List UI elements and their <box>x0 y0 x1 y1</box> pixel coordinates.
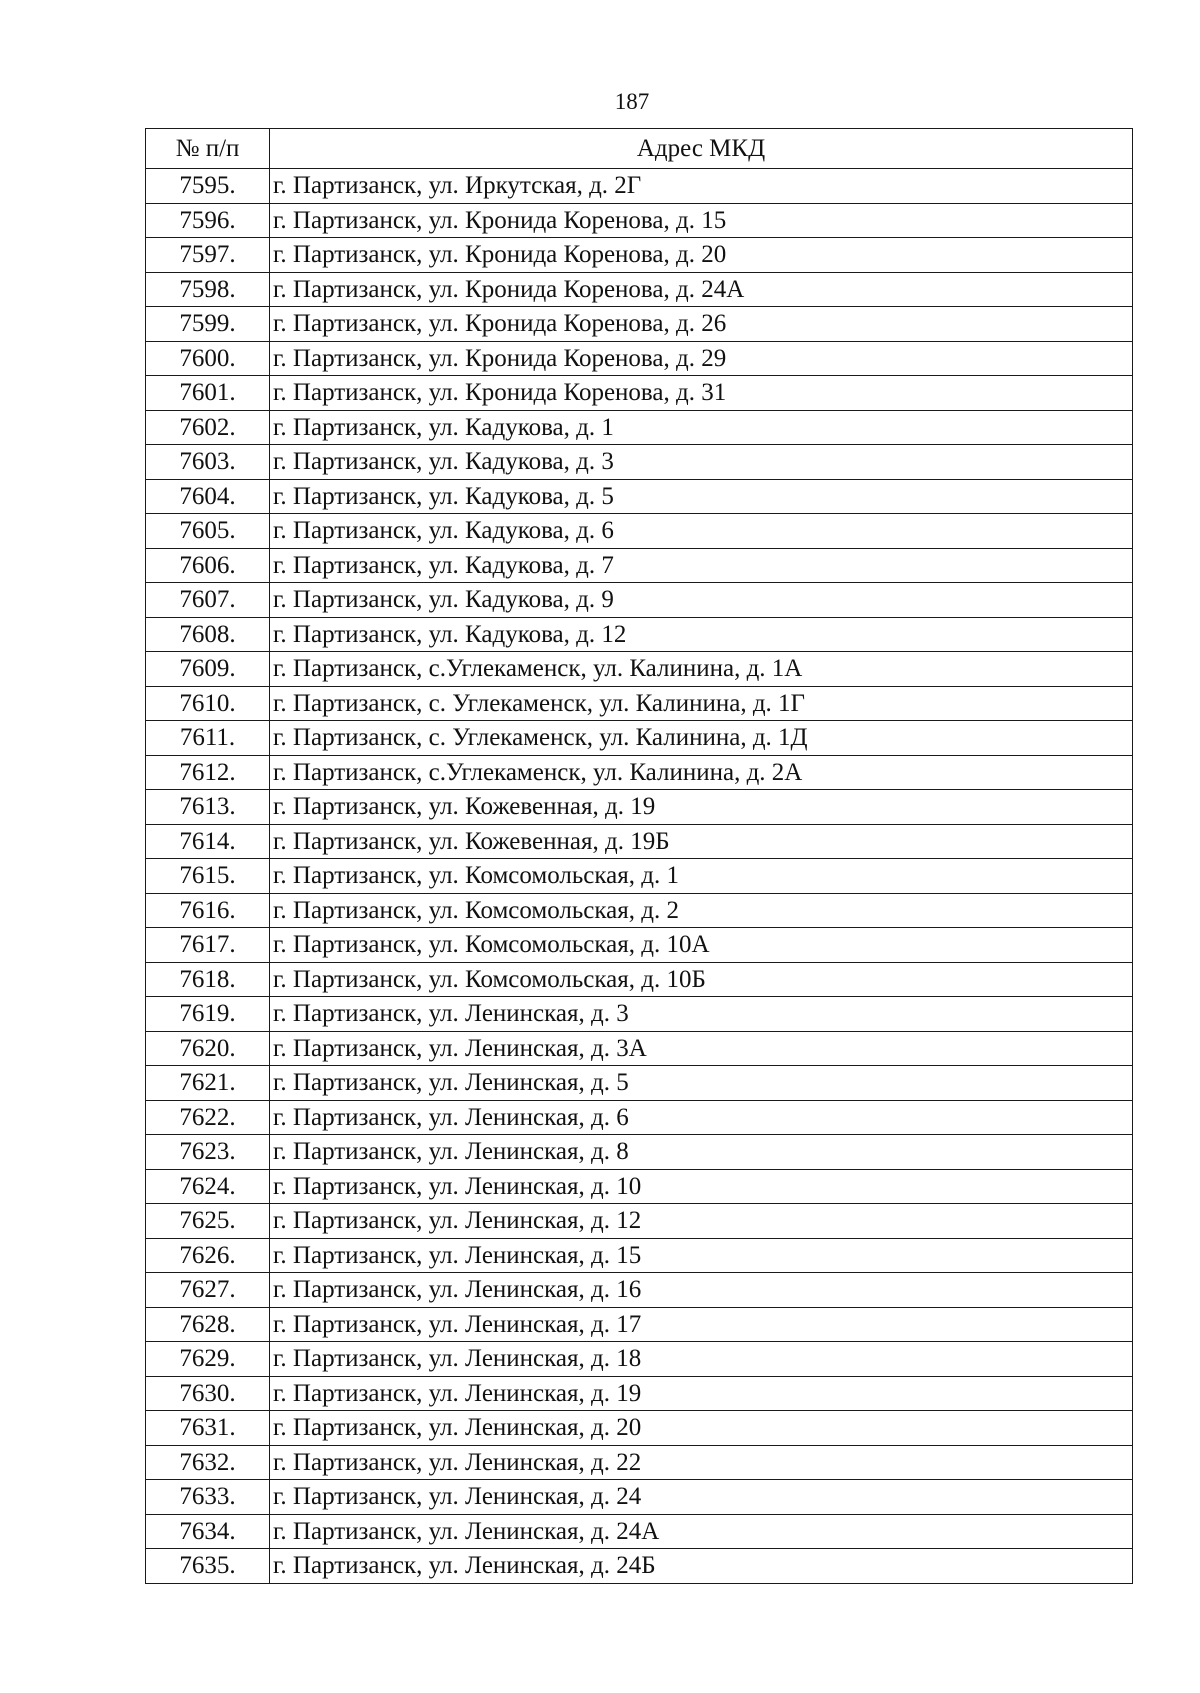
table-row <box>146 1204 1133 1239</box>
row-number: 7606. <box>146 548 270 583</box>
table-row <box>146 514 1133 549</box>
table-row <box>146 583 1133 618</box>
row-number: 7609. <box>146 652 270 687</box>
table-row <box>146 824 1133 859</box>
table-row <box>146 721 1133 756</box>
table-row <box>146 169 1133 204</box>
row-address: г. Партизанск, ул. Кадукова, д. 6 <box>270 514 1133 549</box>
row-address: г. Партизанск, ул. Кронида Коренова, д. 24А <box>270 272 1133 307</box>
table-header <box>146 129 1133 169</box>
row-number: 7598. <box>146 272 270 307</box>
row-address: г. Партизанск, ул. Кадукова, д. 5 <box>270 479 1133 514</box>
row-number: 7595. <box>146 169 270 204</box>
table-row <box>146 203 1133 238</box>
table-row <box>146 341 1133 376</box>
table-row <box>146 997 1133 1032</box>
row-address: г. Партизанск, ул. Ленинская, д. 24Б <box>270 1549 1133 1584</box>
row-number: 7622. <box>146 1100 270 1135</box>
row-number: 7620. <box>146 1031 270 1066</box>
row-address: г. Партизанск, ул. Комсомольская, д. 1 <box>270 859 1133 894</box>
row-address: г. Партизанск, с. Углекаменск, ул. Калинина, д. 1Д <box>270 721 1133 756</box>
table-row <box>146 376 1133 411</box>
row-number: 7619. <box>146 997 270 1032</box>
row-address: г. Партизанск, ул. Кожевенная, д. 19Б <box>270 824 1133 859</box>
row-number: 7600. <box>146 341 270 376</box>
table-row <box>146 307 1133 342</box>
row-address: г. Партизанск, ул. Ленинская, д. 17 <box>270 1307 1133 1342</box>
row-address: г. Партизанск, ул. Кадукова, д. 3 <box>270 445 1133 480</box>
row-number: 7630. <box>146 1376 270 1411</box>
row-address: г. Партизанск, ул. Ленинская, д. 19 <box>270 1376 1133 1411</box>
row-number: 7618. <box>146 962 270 997</box>
row-number: 7615. <box>146 859 270 894</box>
row-address: г. Партизанск, ул. Комсомольская, д. 2 <box>270 893 1133 928</box>
table-row <box>146 962 1133 997</box>
row-number: 7611. <box>146 721 270 756</box>
address-table <box>145 128 1133 1584</box>
table-row <box>146 1273 1133 1308</box>
row-number: 7635. <box>146 1549 270 1584</box>
row-number: 7631. <box>146 1411 270 1446</box>
row-address: г. Партизанск, ул. Комсомольская, д. 10А <box>270 928 1133 963</box>
table-row <box>146 1376 1133 1411</box>
row-number: 7632. <box>146 1445 270 1480</box>
row-address: г. Партизанск, ул. Кронида Коренова, д. 31 <box>270 376 1133 411</box>
table-row <box>146 445 1133 480</box>
table-row <box>146 1445 1133 1480</box>
row-address: г. Партизанск, ул. Кронида Коренова, д. 15 <box>270 203 1133 238</box>
row-address: г. Партизанск, ул. Ленинская, д. 5 <box>270 1066 1133 1101</box>
row-address: г. Партизанск, ул. Ленинская, д. 16 <box>270 1273 1133 1308</box>
table-row <box>146 928 1133 963</box>
table-row <box>146 238 1133 273</box>
table-row <box>146 1342 1133 1377</box>
table-row <box>146 790 1133 825</box>
row-number: 7621. <box>146 1066 270 1101</box>
table-row <box>146 479 1133 514</box>
row-number: 7596. <box>146 203 270 238</box>
row-address: г. Партизанск, ул. Ленинская, д. 6 <box>270 1100 1133 1135</box>
row-address: г. Партизанск, с.Углекаменск, ул. Калинина, д. 2А <box>270 755 1133 790</box>
table-row <box>146 1100 1133 1135</box>
row-number: 7612. <box>146 755 270 790</box>
row-address: г. Партизанск, ул. Ленинская, д. 22 <box>270 1445 1133 1480</box>
row-number: 7625. <box>146 1204 270 1239</box>
row-number: 7629. <box>146 1342 270 1377</box>
table-header-row <box>146 129 1133 169</box>
row-address: г. Партизанск, с.Углекаменск, ул. Калинина, д. 1А <box>270 652 1133 687</box>
row-address: г. Партизанск, ул. Кожевенная, д. 19 <box>270 790 1133 825</box>
table-row <box>146 1411 1133 1446</box>
row-address: г. Партизанск, ул. Кронида Коренова, д. 29 <box>270 341 1133 376</box>
table-row <box>146 1135 1133 1170</box>
header-row-number: № п/п <box>146 129 270 169</box>
table-row <box>146 652 1133 687</box>
table-row <box>146 893 1133 928</box>
row-number: 7610. <box>146 686 270 721</box>
row-number: 7607. <box>146 583 270 618</box>
row-number: 7627. <box>146 1273 270 1308</box>
row-address: г. Партизанск, ул. Ленинская, д. 8 <box>270 1135 1133 1170</box>
table-row <box>146 859 1133 894</box>
table-row <box>146 548 1133 583</box>
row-address: г. Партизанск, ул. Ленинская, д. 10 <box>270 1169 1133 1204</box>
row-number: 7617. <box>146 928 270 963</box>
row-address: г. Партизанск, ул. Кадукова, д. 9 <box>270 583 1133 618</box>
table-row <box>146 1480 1133 1515</box>
table-row <box>146 272 1133 307</box>
row-number: 7613. <box>146 790 270 825</box>
row-address: г. Партизанск, с. Углекаменск, ул. Калинина, д. 1Г <box>270 686 1133 721</box>
row-number: 7603. <box>146 445 270 480</box>
row-number: 7604. <box>146 479 270 514</box>
row-number: 7601. <box>146 376 270 411</box>
table-row <box>146 755 1133 790</box>
page-number: 187 <box>614 89 650 114</box>
row-address: г. Партизанск, ул. Ленинская, д. 24А <box>270 1514 1133 1549</box>
table-row <box>146 1307 1133 1342</box>
table-body <box>146 169 1133 1584</box>
row-address: г. Партизанск, ул. Кадукова, д. 12 <box>270 617 1133 652</box>
row-address: г. Партизанск, ул. Кадукова, д. 7 <box>270 548 1133 583</box>
row-number: 7597. <box>146 238 270 273</box>
row-number: 7616. <box>146 893 270 928</box>
row-address: г. Партизанск, ул. Иркутская, д. 2Г <box>270 169 1133 204</box>
row-address: г. Партизанск, ул. Ленинская, д. 18 <box>270 1342 1133 1377</box>
row-number: 7602. <box>146 410 270 445</box>
row-number: 7614. <box>146 824 270 859</box>
table-row <box>146 1238 1133 1273</box>
row-address: г. Партизанск, ул. Ленинская, д. 12 <box>270 1204 1133 1239</box>
table-row <box>146 1169 1133 1204</box>
row-number: 7599. <box>146 307 270 342</box>
row-address: г. Партизанск, ул. Ленинская, д. 3 <box>270 997 1133 1032</box>
row-address: г. Партизанск, ул. Ленинская, д. 20 <box>270 1411 1133 1446</box>
row-number: 7634. <box>146 1514 270 1549</box>
row-number: 7624. <box>146 1169 270 1204</box>
row-number: 7608. <box>146 617 270 652</box>
row-number: 7628. <box>146 1307 270 1342</box>
table-row <box>146 1066 1133 1101</box>
row-number: 7605. <box>146 514 270 549</box>
row-address: г. Партизанск, ул. Ленинская, д. 24 <box>270 1480 1133 1515</box>
table-row <box>146 617 1133 652</box>
row-address: г. Партизанск, ул. Кадукова, д. 1 <box>270 410 1133 445</box>
table-row <box>146 410 1133 445</box>
row-address: г. Партизанск, ул. Ленинская, д. 3А <box>270 1031 1133 1066</box>
table-row <box>146 686 1133 721</box>
header-address: Адрес МКД <box>270 129 1133 169</box>
row-address: г. Партизанск, ул. Ленинская, д. 15 <box>270 1238 1133 1273</box>
table-row <box>146 1031 1133 1066</box>
row-number: 7626. <box>146 1238 270 1273</box>
table-row <box>146 1549 1133 1584</box>
table-row <box>146 1514 1133 1549</box>
row-number: 7623. <box>146 1135 270 1170</box>
row-address: г. Партизанск, ул. Комсомольская, д. 10Б <box>270 962 1133 997</box>
row-address: г. Партизанск, ул. Кронида Коренова, д. 20 <box>270 238 1133 273</box>
row-number: 7633. <box>146 1480 270 1515</box>
row-address: г. Партизанск, ул. Кронида Коренова, д. 26 <box>270 307 1133 342</box>
